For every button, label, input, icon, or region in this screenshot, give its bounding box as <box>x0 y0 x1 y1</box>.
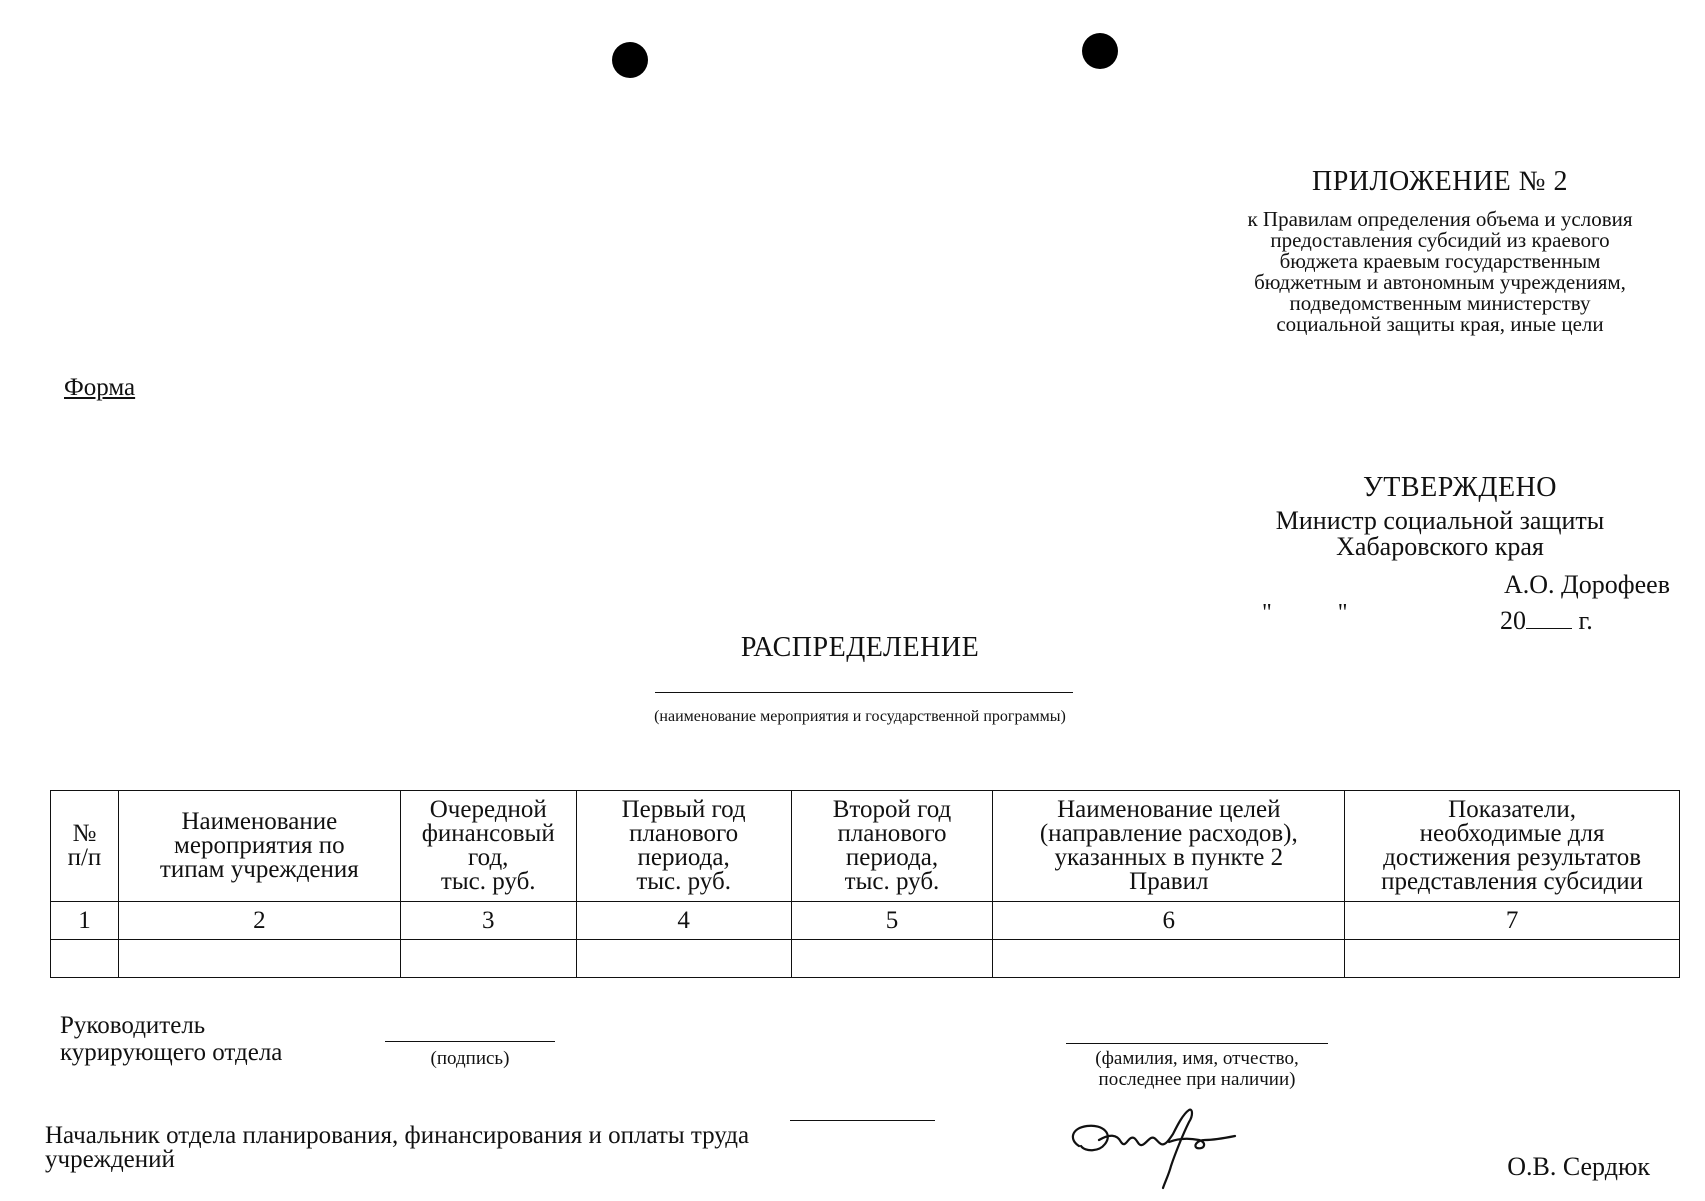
approval-title: УТВЕРЖДЕНО <box>1362 472 1558 503</box>
table-cell <box>51 940 119 978</box>
header-number: № п/п <box>51 791 119 902</box>
table-cell: 2 <box>118 902 400 940</box>
table-cell <box>400 940 576 978</box>
approval-name: А.О. Дорофеев <box>1504 570 1670 599</box>
supervisor-signature-line <box>385 1041 555 1042</box>
table-cell: 5 <box>791 902 993 940</box>
appendix-line: бюджетным и автономным учреждениям, <box>1254 270 1626 294</box>
table-number-row <box>51 902 1680 940</box>
appendix-line: бюджета краевым государственным <box>1279 249 1601 273</box>
table-cell <box>1345 940 1680 978</box>
header-event-name: Наименование мероприятия по типам учреждения <box>118 791 400 902</box>
header-indicators: Показатели, необходимые для достижения результатов представления субсидии <box>1345 791 1680 902</box>
form-label: Форма <box>64 374 136 401</box>
fio-caption-line: (фамилия, имя, отчество, <box>1095 1048 1299 1069</box>
appendix-title: ПРИЛОЖЕНИЕ № 2 <box>1312 166 1568 197</box>
year-prefix: 20 <box>1500 606 1526 635</box>
table-cell: 7 <box>1345 902 1680 940</box>
table-cell: 4 <box>576 902 791 940</box>
supervisor-signature-caption: (подпись) <box>430 1048 510 1069</box>
appendix-line: к Правилам определения объема и условия <box>1247 207 1633 231</box>
punch-hole-right <box>1082 33 1118 69</box>
appendix-description <box>1180 209 1700 335</box>
head-label-line: Начальник отдела планирования, финансирования и оплаты труда <box>45 1122 750 1149</box>
distribution-table <box>50 790 1680 978</box>
head-label-line: учреждений <box>45 1146 175 1173</box>
header-second-plan-year: Второй год планового периода, тыс. руб. <box>791 791 993 902</box>
year-suffix: г. <box>1572 606 1593 635</box>
supervisor-fio-line <box>1066 1043 1328 1044</box>
title-caption: (наименование мероприятия и государственной программы) <box>654 708 1066 725</box>
head-signature-line <box>790 1120 935 1121</box>
table-cell <box>791 940 993 978</box>
header-current-year: Очередной финансовый год, тыс. руб. <box>400 791 576 902</box>
supervisor-label <box>60 1012 282 1066</box>
header-goals: Наименование целей (направление расходов), указанных в пункте 2 Правил <box>993 791 1345 902</box>
appendix-line: социальной защиты края, иные цели <box>1276 312 1604 336</box>
table-cell <box>118 940 400 978</box>
table-row <box>51 940 1680 978</box>
approval-position <box>1180 508 1700 560</box>
title-fill-line <box>655 692 1073 693</box>
header-first-plan-year: Первый год планового периода, тыс. руб. <box>576 791 791 902</box>
supervisor-label-line: курирующего отдела <box>60 1039 283 1066</box>
handwritten-signature <box>1065 1104 1280 1201</box>
approval-line: Хабаровского края <box>1336 532 1544 561</box>
document-title: РАСПРЕДЕЛЕНИЕ <box>740 632 980 663</box>
table-cell: 6 <box>993 902 1345 940</box>
head-name: О.В. Сердюк <box>1507 1152 1650 1181</box>
fio-caption-line: последнее при наличии) <box>1098 1069 1296 1090</box>
supervisor-label-line: Руководитель <box>60 1012 206 1039</box>
signature-drawing <box>1065 1104 1280 1196</box>
table-cell <box>993 940 1345 978</box>
table-header-row <box>51 791 1680 902</box>
approval-date-year <box>1500 606 1593 636</box>
punch-hole-left <box>612 42 648 78</box>
appendix-line: предоставления субсидий из краевого <box>1270 228 1610 252</box>
year-blank <box>1526 606 1572 629</box>
table-cell: 1 <box>51 902 119 940</box>
table-cell: 3 <box>400 902 576 940</box>
table-cell <box>576 940 791 978</box>
head-label <box>45 1124 945 1172</box>
supervisor-fio-caption <box>1050 1048 1344 1090</box>
appendix-line: подведомственным министерству <box>1289 291 1591 315</box>
approval-date-quotes: " " <box>1262 600 1348 626</box>
approval-line: Министр социальной защиты <box>1275 506 1605 535</box>
